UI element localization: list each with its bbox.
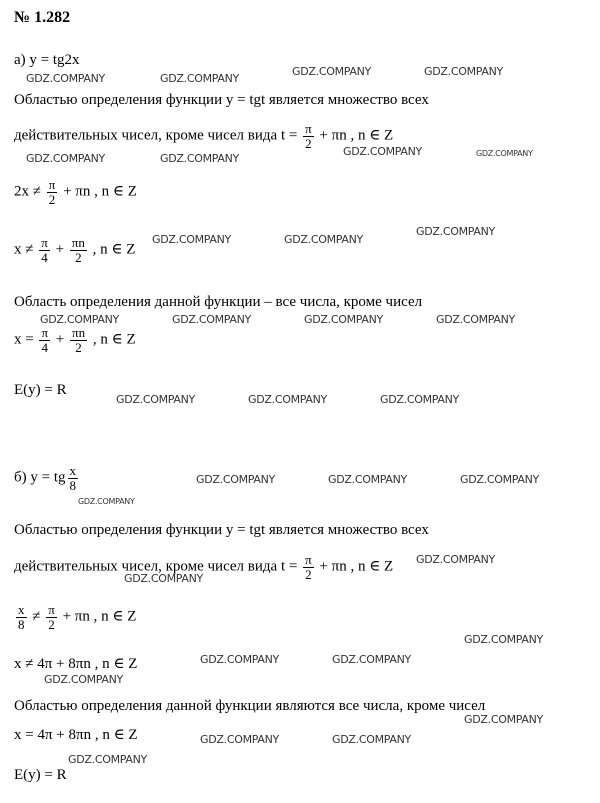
part-a-line2-text: действительных чисел, кроме чисел вида t = (14, 127, 298, 144)
watermark: GDZ.COMPANY (460, 473, 539, 486)
denominator: 2 (75, 339, 82, 355)
eq3-lhs: x = (14, 331, 34, 348)
watermark: GDZ.COMPANY (416, 553, 495, 566)
denominator: 4 (41, 249, 48, 265)
part-b-eq2: x ≠ 4π + 8πn , n ∈ Z (14, 656, 138, 672)
fraction-pi-over-2 (303, 553, 314, 581)
part-a-eq3 (14, 326, 136, 354)
part-a-domain-text: Область определения данной функции – все числа, кроме чисел (14, 294, 423, 310)
watermark: GDZ.COMPANY (116, 393, 195, 406)
watermark: GDZ.COMPANY (416, 225, 495, 238)
part-a-function: а) y = tg2x (14, 52, 80, 68)
part-b-line2 (14, 553, 393, 581)
fraction-pi-over-4 (39, 326, 50, 354)
watermark: GDZ.COMPANY (284, 233, 363, 246)
watermark: GDZ.COMPANY (424, 65, 503, 78)
watermark: GDZ.COMPANY (160, 152, 239, 165)
not-equal-sign: ≠ (32, 608, 41, 625)
part-a-range: E(y) = R (14, 382, 67, 398)
part-b-function (14, 464, 80, 492)
part-a-line2-tail: + πn , n ∈ Z (319, 127, 394, 144)
watermark: GDZ.COMPANY (328, 473, 407, 486)
watermark: GDZ.COMPANY (304, 313, 383, 326)
plus-sign: + (55, 241, 65, 258)
denominator: 8 (18, 616, 25, 632)
watermark: GDZ.COMPANY (464, 713, 543, 726)
numerator: π (48, 177, 56, 192)
fraction-pin-over-2 (70, 236, 87, 264)
fraction-pin-over-2 (70, 326, 87, 354)
eq2-lhs: x ≠ (14, 241, 34, 258)
numerator: π (305, 552, 312, 567)
denominator: 2 (48, 191, 56, 207)
part-a-line1: Областью определения функции y = tgt является множество всех (14, 92, 429, 108)
watermark: GDZ.COMPANY (464, 633, 543, 646)
part-b-line1: Областью определения функции y = tgt является множество всех (14, 522, 429, 538)
watermark: GDZ.COMPANY (26, 72, 105, 85)
numerator: πn (71, 235, 85, 250)
watermark: GDZ.COMPANY (200, 653, 279, 666)
watermark: GDZ.COMPANY (200, 733, 279, 746)
part-b-eq3: x = 4π + 8πn , n ∈ Z (14, 727, 138, 743)
part-b-line2-text: действительных чисел, кроме чисел вида t = (14, 558, 298, 575)
fraction-pi-over-4 (39, 236, 50, 264)
watermark: GDZ.COMPANY (78, 497, 135, 506)
watermark: GDZ.COMPANY (172, 313, 251, 326)
watermark: GDZ.COMPANY (476, 149, 533, 158)
fraction-x-over-8 (68, 464, 79, 492)
part-b-eq1-tail: + πn , n ∈ Z (62, 608, 137, 625)
watermark: GDZ.COMPANY (160, 72, 239, 85)
eq2-tail: , n ∈ Z (92, 241, 136, 258)
part-a-eq2 (14, 236, 135, 264)
watermark: GDZ.COMPANY (292, 65, 371, 78)
denominator: 8 (69, 477, 77, 493)
watermark: GDZ.COMPANY (40, 313, 119, 326)
fraction-x-over-8 (16, 603, 27, 631)
part-a-line2 (14, 122, 393, 150)
task-number: № 1.282 (14, 9, 71, 26)
watermark: GDZ.COMPANY (196, 473, 275, 486)
watermark: GDZ.COMPANY (152, 233, 231, 246)
numerator: π (41, 235, 48, 250)
watermark: GDZ.COMPANY (26, 152, 105, 165)
fraction-pi-over-2 (303, 122, 314, 150)
watermark: GDZ.COMPANY (436, 313, 515, 326)
denominator: 2 (305, 135, 312, 151)
numerator: π (41, 325, 49, 340)
eq1-rhs: + πn , n ∈ Z (63, 183, 137, 200)
denominator: 2 (48, 616, 55, 632)
numerator: x (69, 463, 77, 478)
fraction-pi-over-2 (46, 603, 57, 631)
watermark: GDZ.COMPANY (124, 572, 203, 585)
numerator: π (48, 602, 55, 617)
denominator: 2 (305, 566, 312, 582)
watermark: GDZ.COMPANY (68, 753, 147, 766)
watermark: GDZ.COMPANY (248, 393, 327, 406)
watermark: GDZ.COMPANY (332, 733, 411, 746)
eq1-lhs: 2x ≠ (14, 183, 41, 200)
watermark: GDZ.COMPANY (343, 145, 422, 158)
denominator: 2 (75, 249, 82, 265)
numerator: π (305, 121, 312, 136)
part-b-function-text: б) y = tg (14, 469, 66, 486)
numerator: πn (72, 325, 86, 340)
part-b-eq1 (14, 603, 136, 631)
numerator: x (18, 602, 25, 617)
eq3-tail: , n ∈ Z (92, 331, 136, 348)
watermark: GDZ.COMPANY (44, 673, 123, 686)
plus-sign: + (55, 331, 65, 348)
part-b-range: E(y) = R (14, 767, 67, 783)
denominator: 4 (41, 339, 48, 355)
watermark: GDZ.COMPANY (332, 653, 411, 666)
part-b-line2-tail: + πn , n ∈ Z (319, 558, 394, 575)
part-a-eq1 (14, 178, 137, 206)
fraction-pi-over-2 (47, 178, 58, 206)
watermark: GDZ.COMPANY (380, 393, 459, 406)
part-b-domain-text: Областью определения данной функции являются все числа, кроме чисел (14, 698, 486, 714)
